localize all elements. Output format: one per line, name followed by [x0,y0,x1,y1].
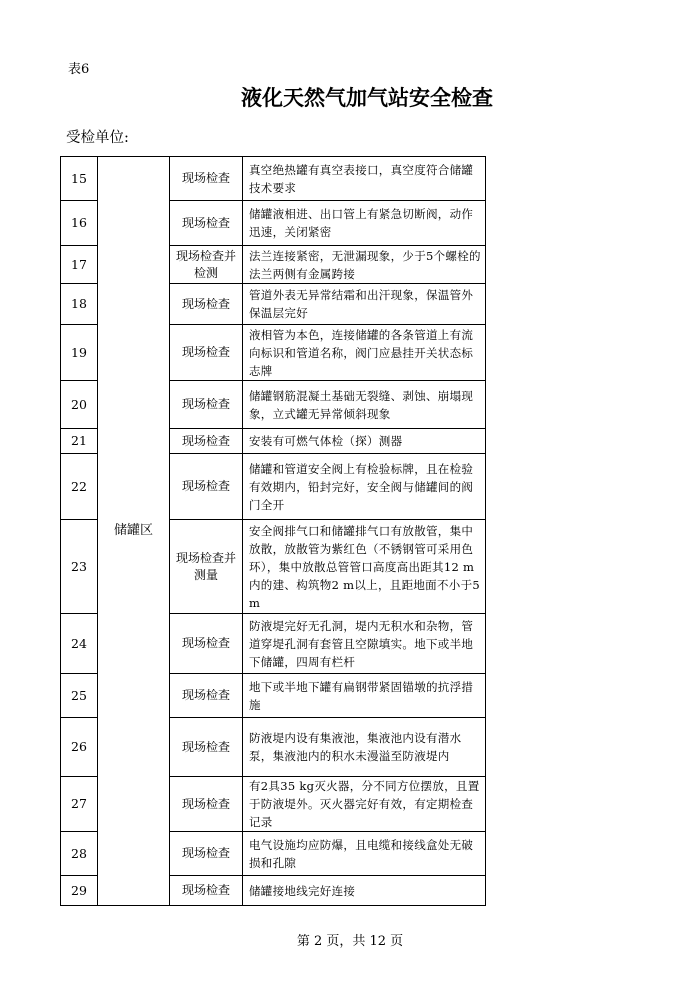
table-row [61,157,486,201]
inspection-content: 安装有可燃气体检（探）测器 [243,429,486,454]
inspection-table [60,156,486,906]
inspection-content: 防液堤完好无孔洞，堤内无积水和杂物，管道穿堤孔洞有套管且空隙填实。地下或半地下储罐，四周有栏杆 [243,614,486,674]
page-footer: 第 2 页，共 12 页 [296,934,404,949]
inspected-unit-label: 受检单位: [66,130,129,146]
row-number: 20 [61,381,98,429]
inspection-content: 储罐和管道安全阀上有检验标牌，且在检验有效期内，铅封完好，安全阀与储罐间的阀门全开 [243,454,486,520]
row-number: 29 [61,876,98,906]
inspection-method: 现场检查 [170,157,243,201]
inspection-method: 现场检查 [170,201,243,246]
inspection-method: 现场检查 [170,832,243,876]
inspection-method: 现场检查并检测 [170,246,243,284]
row-number: 16 [61,201,98,246]
inspection-method: 现场检查并测量 [170,520,243,614]
row-number: 21 [61,429,98,454]
inspection-content: 储罐液相进、出口管上有紧急切断阀，动作迅速，关闭紧密 [243,201,486,246]
inspection-method: 现场检查 [170,284,243,325]
inspection-method: 现场检查 [170,614,243,674]
inspection-method: 现场检查 [170,674,243,718]
row-number: 26 [61,718,98,777]
inspection-method: 现场检查 [170,454,243,520]
row-number: 19 [61,325,98,381]
inspection-content: 法兰连接紧密，无泄漏现象，少于5个螺栓的法兰两侧有金属跨接 [243,246,486,284]
area-cell: 储罐区 [98,157,170,906]
inspection-method: 现场检查 [170,325,243,381]
row-number: 27 [61,777,98,832]
inspection-content: 地下或半地下罐有扁钢带紧固锚墩的抗浮措施 [243,674,486,718]
inspection-content: 储罐接地线完好连接 [243,876,486,906]
row-number: 25 [61,674,98,718]
row-number: 22 [61,454,98,520]
inspection-content: 管道外表无异常结霜和出汗现象，保温管外保温层完好 [243,284,486,325]
row-number: 28 [61,832,98,876]
row-number: 17 [61,246,98,284]
row-number: 15 [61,157,98,201]
document-title: 液化天然气加气站安全检查 [241,86,493,110]
inspection-method: 现场检查 [170,429,243,454]
inspection-method: 现场检查 [170,777,243,832]
row-number: 23 [61,520,98,614]
inspection-content: 真空绝热罐有真空表接口，真空度符合储罐技术要求 [243,157,486,201]
inspection-content: 液相管为本色，连接储罐的各条管道上有流向标识和管道名称，阀门应悬挂开关状态标志牌 [243,325,486,381]
row-number: 24 [61,614,98,674]
row-number: 18 [61,284,98,325]
inspection-method: 现场检查 [170,718,243,777]
inspection-method: 现场检查 [170,381,243,429]
inspection-content: 有2具35 kg灭火器，分不同方位摆放，且置于防液堤外。灭火器完好有效，有定期检查记录 [243,777,486,832]
inspection-method: 现场检查 [170,876,243,906]
table-number: 表6 [68,62,90,77]
inspection-content: 防液堤内设有集液池，集液池内设有潜水泵，集液池内的积水未漫溢至防液堤内 [243,718,486,777]
inspection-content: 储罐钢筋混凝土基础无裂缝、剥蚀、崩塌现象，立式罐无异常倾斜现象 [243,381,486,429]
inspection-content: 安全阀排气口和储罐排气口有放散管，集中放散，放散管为紫红色（不锈钢管可采用色环），集中放散总管管口高度高出距其12 m内的建、构筑物2 m以上，且距地面不小于5 m [243,520,486,614]
inspection-content: 电气设施均应防爆，且电缆和接线盒处无破损和孔隙 [243,832,486,876]
